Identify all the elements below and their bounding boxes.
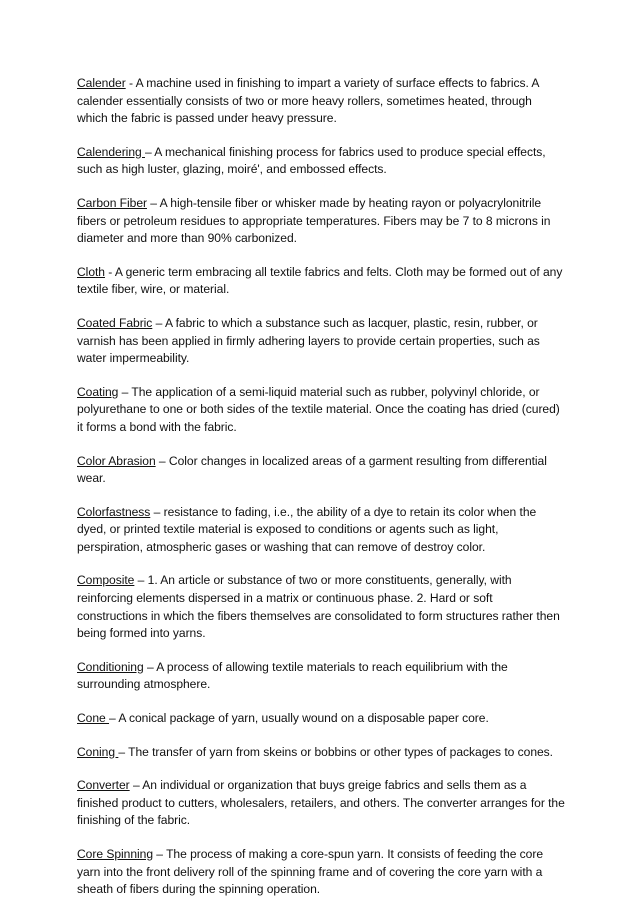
term-core-spinning: Core Spinning [77,847,153,861]
definition-coated-fabric: – A fabric to which a substance such as lacquer, plastic, resin, rubber, or varnish has been applied in firmly adhering layers to provide certain properties, such as water impermeability. [77,315,540,366]
glossary-entry-carbon-fiber [77,195,565,248]
definition-cloth: - A generic term embracing all textile fabrics and felts. Cloth may be formed out of any textile fiber, wire, or material. [77,264,563,297]
definition-coning: – The transfer of yarn from skeins or bobbins or other types of packages to cones. [118,744,553,759]
glossary-entry-calender [77,75,565,128]
glossary-entry-cone [77,710,565,728]
glossary-entry-color-abrasion [77,453,565,488]
term-cloth: Cloth [77,264,105,279]
definition-composite: – 1. An article or substance of two or more constituents, generally, with reinforcing elements dispersed in a matrix or continuous phase. 2. Hard or soft constructions in which the fibers themselves are consolidated to form structures rather then being formed into yarns. [77,573,560,641]
term-color-abrasion: Color Abrasion [77,453,156,468]
definition-colorfastness: – resistance to fading, i.e., the ability of a dye to retain its color when the dyed, or printed textile material is exposed to conditions or agents such as light, perspiration, atmospheric gases or washing that can remove of destroy color. [77,504,537,554]
definition-converter: – An individual or organization that buys greige fabrics and sells them as a finished product to cutters, wholesalers, retailers, and others. The converter arranges for the finishing of the fabric. [77,778,565,828]
term-converter: Converter [77,778,130,793]
glossary-entry-colorfastness [77,504,565,557]
glossary-entry-coated-fabric [77,315,565,368]
glossary-entry-conditioning [77,659,565,694]
definition-carbon-fiber: – A high-tensile fiber or whisker made by heating rayon or polyacrylonitrile fibers or petroleum residues to appropriate temperatures. Fibers may be 7 to 8 microns in diameter and more than 90% carbonized. [77,195,551,246]
glossary-entry-converter [77,777,565,830]
definition-cone: – A conical package of yarn, usually wound on a disposable paper core. [109,711,489,726]
definition-core-spinning: – The process of making a core-spun yarn. It consists of feeding the core yarn into the front delivery roll of the spinning frame and of covering the core yarn with a sheath of fibers during the spinning operation. [77,847,544,897]
definition-calender: - A machine used in finishing to impart a variety of surface effects to fabrics. A calender essentially consists of two or more heavy rollers, sometimes heated, through which the fabric is passed under heavy pressure. [77,76,539,126]
term-coning: Coning [77,744,119,759]
glossary-entry-core-spinning [77,846,565,899]
glossary-entry-coning [77,744,565,762]
term-conditioning: Conditioning [77,659,144,674]
term-cone: Cone [77,711,110,726]
glossary-entry-composite [77,572,565,642]
definition-calendering: – A mechanical finishing process for fabrics used to produce special effects, such as high luster, glazing, moiré', and embossed effects. [77,144,546,177]
term-calendering: Calendering [77,144,145,159]
glossary-entry-cloth [77,264,565,299]
term-composite: Composite [77,573,135,588]
glossary-entry-coating [77,384,565,437]
definition-color-abrasion: – Color changes in localized areas of a garment resulting from differential wear. [77,453,547,486]
term-coating: Coating [77,384,119,399]
term-colorfastness: Colorfastness [77,504,151,519]
term-coated-fabric: Coated Fabric [77,315,153,330]
term-carbon-fiber: Carbon Fiber [77,195,147,210]
glossary-page [77,75,565,915]
term-calender: Calender [77,76,126,90]
definition-coating: – The application of a semi-liquid material such as rubber, polyvinyl chloride, or polyurethane to one or both sides of the textile material. Once the coating has dried (cured) it forms a bond with the fabric. [77,384,560,434]
glossary-entry-calendering [77,144,565,179]
definition-conditioning: – A process of allowing textile materials to reach equilibrium with the surrounding atmosphere. [77,659,508,692]
